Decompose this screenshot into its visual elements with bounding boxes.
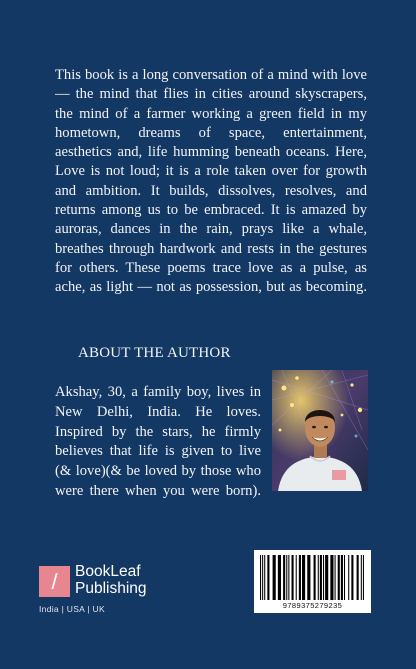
isbn-barcode bbox=[254, 550, 371, 613]
barcode-bar bbox=[341, 555, 343, 600]
barcode-bar bbox=[357, 555, 359, 600]
barcode-bar bbox=[325, 555, 328, 600]
barcode-bar bbox=[335, 555, 336, 600]
barcode-bar bbox=[288, 555, 289, 600]
barcode-bar bbox=[361, 555, 362, 600]
barcode-icon bbox=[258, 555, 367, 600]
barcode-bar bbox=[286, 555, 287, 600]
publisher-name-line2: Publishing bbox=[75, 580, 147, 597]
publisher-logo bbox=[39, 563, 179, 623]
barcode-bar bbox=[323, 555, 324, 600]
booleaf-mark-icon: / bbox=[39, 566, 70, 597]
barcode-bar bbox=[299, 555, 301, 600]
publisher-name-line1: BookLeaf bbox=[75, 563, 141, 580]
barcode-bar bbox=[351, 555, 353, 600]
barcode-bar bbox=[302, 555, 305, 600]
barcode-bar bbox=[307, 555, 310, 600]
isbn-number: 9789375279235 bbox=[282, 601, 343, 610]
author-bio: Akshay, 30, a family boy, lives in New Delhi, India. He loves. Inspired by the stars, he firmly believes that life is given to live (& love)(& be loved by those who were there when you were born). bbox=[55, 384, 261, 499]
about-author-heading: ABOUT THE AUTHOR bbox=[78, 345, 231, 361]
barcode-bar bbox=[278, 555, 281, 600]
barcode-bar bbox=[267, 555, 269, 600]
barcode-bar bbox=[318, 555, 319, 600]
barcode-bar bbox=[338, 555, 340, 600]
publisher-regions: India | USA | UK bbox=[39, 604, 105, 614]
barcode-bar bbox=[344, 555, 345, 600]
barcode-bar bbox=[363, 555, 364, 600]
back-cover-blurb: This book is a long conversation of a mind with love — the mind that flies in cities around skyscrapers, the mind of a farmer working a green field in my hometown, dreams of space, entertainment, aesthetics and, life humming beneath oceans. Here, Love is not loud; it is a role taken over for growth and ambition. It builds, dissolves, resolves, and returns among us to be embraced. It is amazed by auroras, dances in the rain, prays like a whale, breathes through hardwork and rests in the gestures for others. These poems trace love as a pulse, as ache, as light — not as possession, but as becoming. bbox=[55, 67, 367, 296]
barcode-bar bbox=[320, 555, 322, 600]
barcode-bar bbox=[330, 555, 333, 600]
barcode-bar bbox=[260, 555, 261, 600]
author-photo bbox=[272, 370, 368, 491]
barcode-bar bbox=[273, 555, 276, 600]
barcode-bar bbox=[283, 555, 285, 600]
barcode-bar bbox=[348, 555, 349, 600]
barcode-bar bbox=[264, 555, 265, 600]
publisher-name bbox=[75, 563, 147, 597]
barcode-bar bbox=[292, 555, 294, 600]
barcode-bar bbox=[314, 555, 316, 600]
barcode-bar bbox=[262, 555, 263, 600]
barcode-bar bbox=[296, 555, 297, 600]
